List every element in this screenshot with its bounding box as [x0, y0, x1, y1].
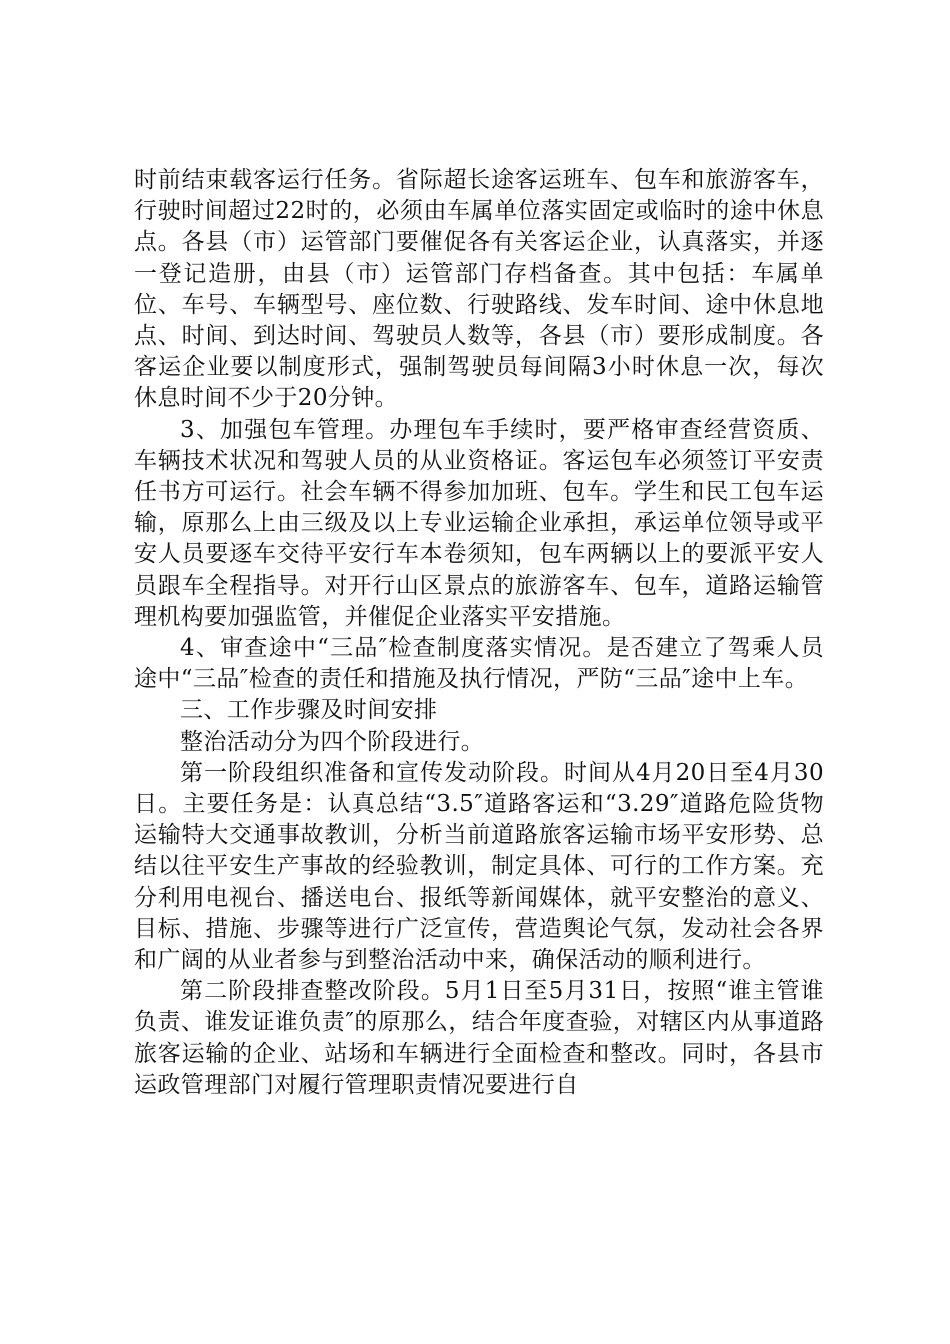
section-heading-work-steps: 三、工作步骤及时间安排	[180, 697, 438, 724]
paragraph-stage-one: 第一阶段组织准备和宣传发动阶段。时间从4月20日至4月30日。主要任务是：认真总结“3.5″道路客运和“3.29″道路危险货物运输特大交通事故教训，分析当前道路旅客运输市场平安形势、总结以往平安生产事故的经验教训，制定具体、可行的工作方案。充分利用电视台、播送电台、报纸等新闻媒体，就平安整治的意义、目标、措施、步骤等进行广泛宣传，营造舆论气氛，发动社会各界和广阔的从业者参与到整治活动中来，确保活动的顺利进行。	[134, 759, 824, 974]
document-body	[134, 165, 824, 1101]
paragraph-rest-schedule: 时前结束载客运行任务。省际超长途客运班车、包车和旅游客车，行驶时间超过22时的，必须由车属单位落实固定或临时的途中休息点。各县（市）运管部门要催促各有关客运企业，认真落实，并逐一登记造册，由县（市）运管部门存档备查。其中包括：车属单位、车号、车辆型号、座位数、行驶路线、发车时间、途中休息地点、时间、到达时间、驾驶员人数等，各县（市）要形成制度。各客运企业要以制度形式，强制驾驶员每间隔3小时休息一次，每次休息时间不少于20分钟。	[134, 167, 824, 412]
paragraph-three-items-inspection: 4、审查途中“三品″检查制度落实情况。是否建立了驾乘人员途中“三品″检查的责任和措施及执行情况，严防“三品″途中上车。	[134, 635, 824, 693]
paragraph-stage-two: 第二阶段排查整改阶段。5月1日至5月31日，按照“谁主管谁负责、谁发证谁负责″的原那么，结合年度查验，对辖区内从事道路旅客运输的企业、站场和车辆进行全面检查和整改。同时，各县市运政管理部门对履行管理职责情况要进行自	[134, 978, 824, 1098]
paragraph-four-stages: 整治活动分为四个阶段进行。	[180, 728, 485, 755]
paragraph-charter-management: 3、加强包车管理。办理包车手续时，要严格审查经营资质、车辆技术状况和驾驶人员的从业资格证。客运包车必须签订平安责任书方可运行。社会车辆不得参加加班、包车。学生和民工包车运输，原那么上由三级及以上专业运输企业承担，承运单位领导或平安人员要逐车交待平安行车本卷须知，包车两辆以上的要派平安人员跟车全程指导。对开行山区景点的旅游客车、包车，道路运输管理机构要加强监管，并催促企业落实平安措施。	[134, 416, 824, 630]
